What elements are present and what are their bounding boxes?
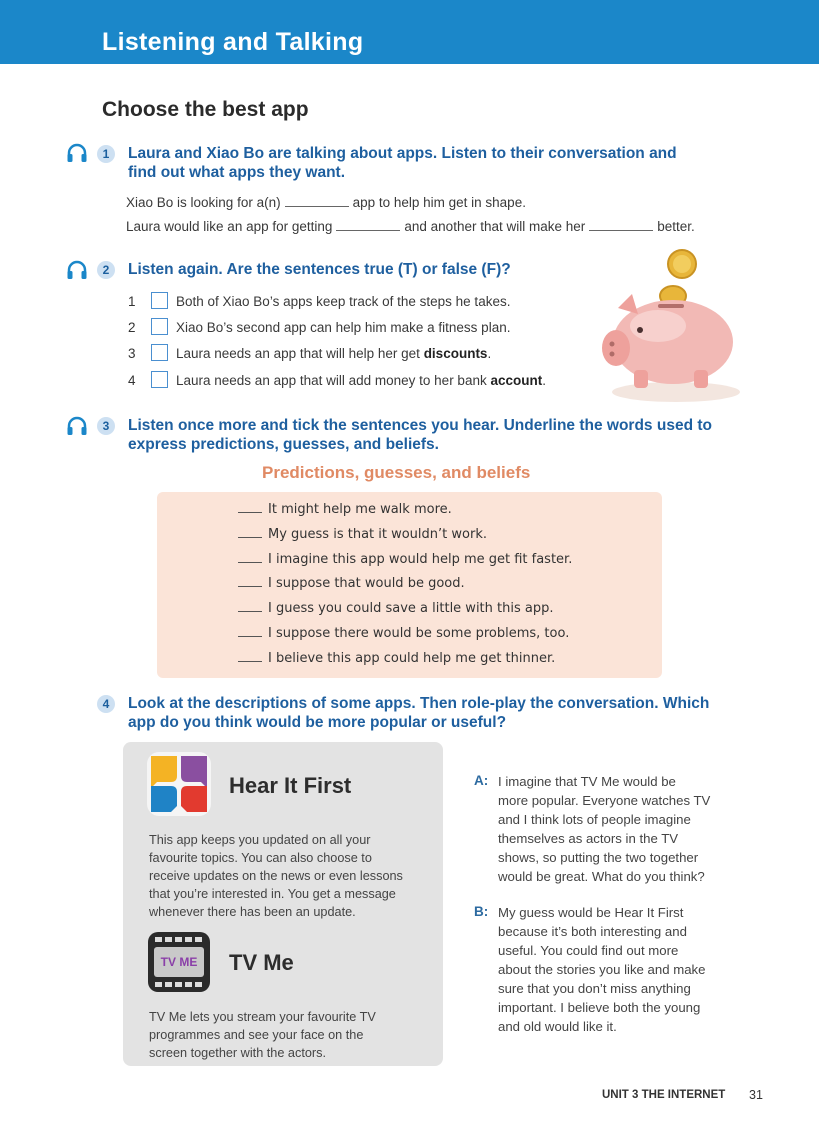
speaker-b-label: B: bbox=[474, 904, 489, 919]
speaker-a-text: I imagine that TV Me would be more popular. Everyone watches TV and I think lots of people imagine themselves as actors in the TV shows, so putting the two together would be great. What do you think? bbox=[498, 774, 711, 884]
speaker-b-text: My guess would be Hear It First because it’s both interesting and useful. You could find out more about the stories you like and make sure that you don’t miss anything important. I believe both the young and old would like it. bbox=[498, 905, 706, 1034]
exercise-3-instruction: Listen once more and tick the sentences you hear. Underline the words used to express predictions, guesses, and beliefs. bbox=[128, 417, 712, 453]
tf-statement: Laura needs an app that will help her get discounts. bbox=[176, 346, 492, 361]
exercise-1-instruction: Laura and Xiao Bo are talking about apps. Listen to their conversation and find out what apps they want. bbox=[128, 145, 677, 181]
exercise-2-instruction: Listen again. Are the sentences true (T) or false (F)? bbox=[128, 261, 511, 278]
exercise-1-sentence-2: Laura would like an app for getting and another that will make her better. bbox=[126, 219, 695, 234]
item-number: 1 bbox=[128, 294, 136, 309]
exercise-number: 1 bbox=[97, 145, 115, 163]
tf-checkbox[interactable] bbox=[151, 292, 168, 309]
prediction-sentence[interactable]: I guess you could save a little with this app. bbox=[238, 601, 553, 616]
app-description: TV Me lets you stream your favourite TV programmes and see your face on the screen together with the actors. bbox=[149, 1010, 376, 1060]
tv-me-app-icon: TV ME bbox=[148, 932, 210, 992]
app-name: Hear It First bbox=[229, 773, 352, 798]
exercise-number: 3 bbox=[97, 417, 115, 435]
tf-checkbox[interactable] bbox=[151, 344, 168, 361]
item-number: 3 bbox=[128, 346, 136, 361]
tf-checkbox[interactable] bbox=[151, 371, 168, 388]
piggy-bank-illustration bbox=[598, 244, 748, 404]
headphones-icon[interactable] bbox=[66, 143, 88, 163]
blank-field[interactable] bbox=[285, 205, 349, 207]
exercise-number: 2 bbox=[97, 261, 115, 279]
prediction-sentence[interactable]: I suppose that would be good. bbox=[238, 576, 465, 591]
exercise-number: 4 bbox=[97, 695, 115, 713]
prediction-sentence[interactable]: I believe this app could help me get thinner. bbox=[238, 651, 555, 666]
item-number: 2 bbox=[128, 320, 136, 335]
blank-field[interactable] bbox=[336, 229, 400, 231]
tf-statement: Xiao Bo’s second app can help him make a fitness plan. bbox=[176, 320, 511, 335]
prediction-sentence[interactable]: My guess is that it wouldn’t work. bbox=[238, 527, 487, 542]
tf-checkbox[interactable] bbox=[151, 318, 168, 335]
headphones-icon[interactable] bbox=[66, 260, 88, 280]
app-description: This app keeps you updated on all your favourite topics. You can also choose to receive updates on the news or even lessons that you’re interested in. You get a message whenever there has been an update. bbox=[149, 833, 403, 919]
page-title: Listening and Talking bbox=[102, 28, 364, 56]
exercise-1-sentence-1: Xiao Bo is looking for a(n) app to help him get in shape. bbox=[126, 195, 526, 210]
prediction-sentence[interactable]: I suppose there would be some problems, too. bbox=[238, 626, 569, 641]
unit-footer: UNIT 3 THE INTERNET bbox=[602, 1089, 726, 1101]
tf-statement: Both of Xiao Bo’s apps keep track of the steps he takes. bbox=[176, 294, 511, 309]
prediction-sentence[interactable]: I imagine this app would help me get fit faster. bbox=[238, 552, 572, 567]
section-title: Choose the best app bbox=[102, 98, 309, 121]
app-name: TV Me bbox=[229, 950, 294, 975]
exercise-4-instruction: Look at the descriptions of some apps. Then role-play the conversation. Which app do you think would be more popular or useful? bbox=[128, 695, 710, 731]
speaker-a-label: A: bbox=[474, 773, 489, 788]
tf-statement: Laura needs an app that will add money to her bank account. bbox=[176, 373, 546, 388]
predictions-box-title: Predictions, guesses, and beliefs bbox=[262, 463, 531, 482]
blank-field[interactable] bbox=[589, 229, 653, 231]
prediction-sentence[interactable]: It might help me walk more. bbox=[238, 502, 452, 517]
headphones-icon[interactable] bbox=[66, 416, 88, 436]
hear-it-first-app-icon bbox=[147, 752, 211, 816]
item-number: 4 bbox=[128, 373, 136, 388]
page-number: 31 bbox=[749, 1088, 763, 1102]
